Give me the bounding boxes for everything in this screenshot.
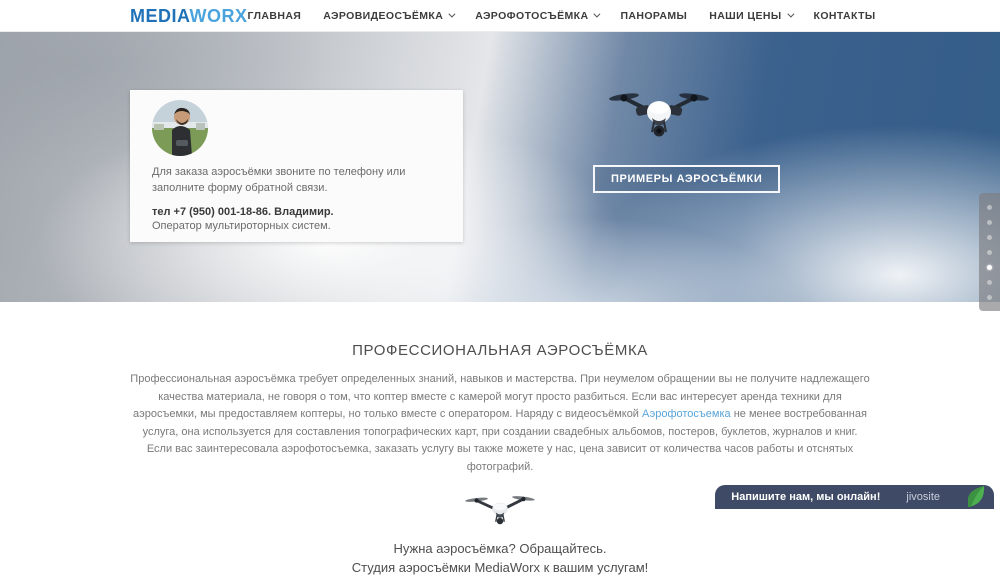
slider-dot[interactable] — [987, 280, 992, 285]
drone-image — [608, 84, 710, 146]
chat-widget[interactable] — [715, 485, 994, 509]
nav-item-label: АЭРОФОТОСЪЁМКА — [475, 9, 589, 22]
leaf-icon — [966, 485, 986, 507]
slider-dots — [979, 193, 1000, 311]
logo-part-media: MEDIA — [130, 5, 190, 26]
slider-dot[interactable] — [987, 295, 992, 300]
card-intro-text: Для заказа аэросъёмки звоните по телефону или заполните форму обратной связи. — [152, 166, 406, 194]
paragraph-text-before: Профессиональная аэросъёмка требует определенных знаний, навыков и мастерства. При неумелом обращении вы не получите надлежащего качества материала, не говоря о том, что коптер вместе с камерой могут просто разбиться. Если вас интересует аренда техники для аэросъемки, мы предоставляем коптеры, но только вместе с оператором. Наряду с видеосъёмкой — [130, 373, 870, 421]
nav-item-panoramas[interactable] — [620, 10, 687, 22]
cta-line-1: Нужна аэросъёмка? Обращайтесь. — [393, 540, 607, 556]
logo-part-worx: WORX — [189, 5, 248, 26]
section-paragraph — [129, 371, 871, 477]
nav-item-home[interactable] — [248, 10, 302, 22]
nav-item-contacts[interactable] — [814, 10, 876, 22]
section-title: ПРОФЕССИОНАЛЬНАЯ АЭРОСЪЁМКА — [352, 342, 648, 359]
nav-item-label: НАШИ ЦЕНЫ — [709, 9, 782, 22]
nav-item-label: АЭРОВИДЕОСЪЁМКА — [323, 9, 444, 22]
hero-slider — [0, 32, 1000, 302]
nav-item-aerovideo[interactable] — [323, 10, 453, 22]
chat-brand-label: jivosite — [906, 491, 940, 503]
cta-line-2: Студия аэросъёмки MediaWorx к вашим услугам! — [351, 560, 649, 576]
slider-dot[interactable] — [987, 250, 992, 255]
card-operator-text: Оператор мультироторных систем. — [152, 219, 331, 232]
operator-avatar — [152, 100, 208, 156]
slider-dot[interactable] — [987, 220, 992, 225]
nav-item-label: ПАНОРАМЫ — [620, 9, 688, 22]
chat-message: Напишите нам, мы онлайн! — [731, 491, 881, 503]
logo[interactable] — [130, 7, 248, 25]
header — [0, 0, 1000, 32]
main-section — [0, 302, 1000, 578]
examples-button[interactable]: ПРИМЕРЫ АЭРОСЪЁМКИ — [593, 165, 780, 193]
main-nav — [248, 10, 876, 22]
chevron-down-icon — [787, 11, 794, 18]
chevron-down-icon — [594, 11, 601, 18]
chevron-down-icon — [449, 11, 456, 18]
drone-image-small — [461, 487, 539, 531]
nav-item-aerophoto[interactable] — [475, 10, 598, 22]
slider-dot[interactable] — [987, 205, 992, 210]
cta-text — [0, 539, 1000, 578]
nav-item-prices[interactable] — [709, 10, 791, 22]
card-phone-text: тел +7 (950) 001-18-86. Владимир. — [152, 205, 334, 218]
slider-dot-active[interactable] — [987, 265, 992, 270]
aerophoto-link[interactable]: Аэрофотосъемка — [642, 408, 731, 421]
paragraph-text-after: не менее востребованная услуга, она используется для составления топографических карт, при создании свадебных альбомов, постеров, буклетов, журналов и книг. Если вас заинтересовала аэрофотосъемка, заказать услугу вы также можете у нас, цена зависит от количества часов работы и отснятых фотографий. — [142, 408, 867, 473]
slider-dot[interactable] — [987, 235, 992, 240]
nav-item-label: ГЛАВНАЯ — [247, 9, 302, 22]
contact-card — [130, 90, 463, 242]
nav-item-label: КОНТАКТЫ — [813, 9, 876, 22]
